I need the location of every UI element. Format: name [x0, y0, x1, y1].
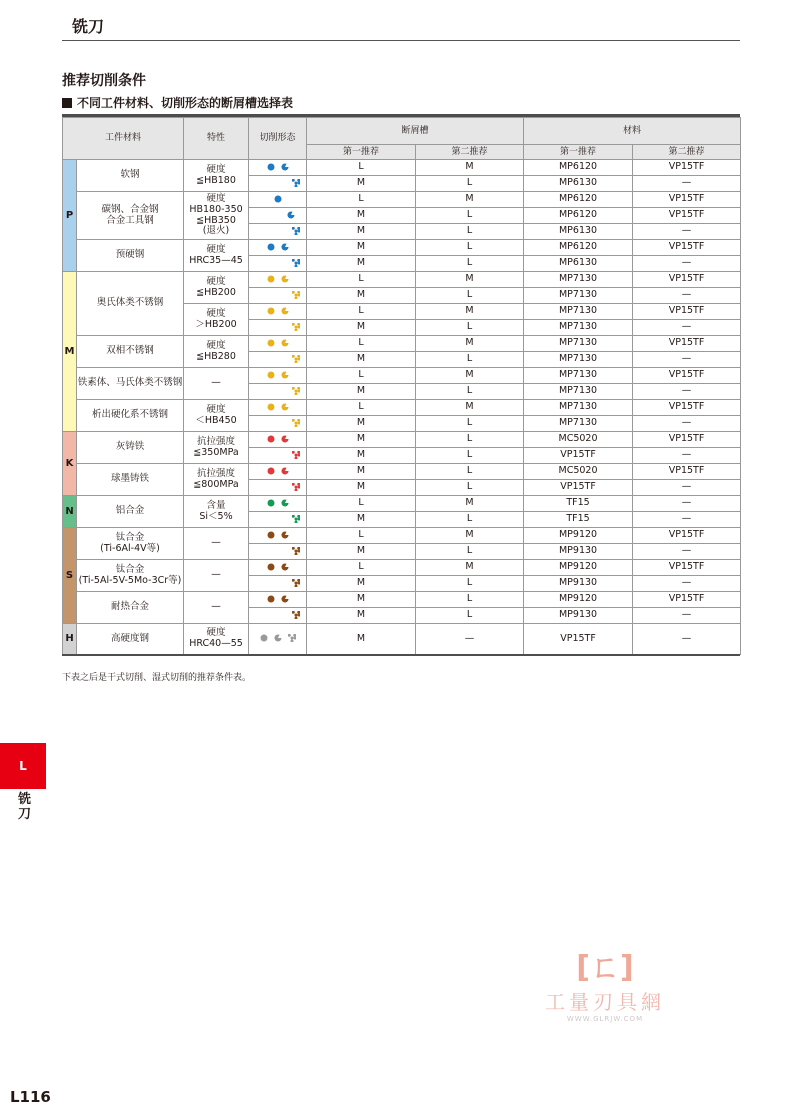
- section-subtitle-text: 不同工件材料、切削形态的断屑槽选择表: [77, 96, 294, 110]
- chipbreaker-value: M: [416, 336, 524, 352]
- cutting-form: [249, 336, 307, 352]
- table-row: [63, 624, 741, 655]
- material-property: —: [184, 528, 249, 560]
- header-chipbreaker-second: 第二推荐: [416, 145, 524, 160]
- material-property: 含量 Si＜5%: [184, 496, 249, 528]
- continuous-chip-icon: [267, 595, 275, 603]
- continuous-chip-icon: [274, 195, 282, 203]
- cutting-form: [249, 608, 307, 624]
- chipbreaker-value: M: [307, 416, 416, 432]
- grade-value: —: [633, 512, 741, 528]
- grade-value: —: [633, 496, 741, 512]
- grade-value: MP7130: [524, 368, 633, 384]
- broken-chip-icon: [292, 419, 300, 427]
- grade-value: —: [633, 624, 741, 655]
- material-name: 钛合金 (Ti-5Al-5V-5Mo-3Cr等): [77, 560, 184, 592]
- broken-chip-icon: [292, 227, 300, 235]
- broken-chip-icon: [292, 611, 300, 619]
- curled-chip-icon: [281, 339, 289, 347]
- grade-value: —: [633, 384, 741, 400]
- watermark-logo: [ㄈ]: [576, 950, 634, 985]
- chipbreaker-value: L: [416, 464, 524, 480]
- grade-value: VP15TF: [633, 368, 741, 384]
- continuous-chip-icon: [267, 163, 275, 171]
- table-row: [63, 528, 741, 544]
- chipbreaker-value: L: [307, 400, 416, 416]
- cutting-form: [249, 208, 307, 224]
- grade-value: VP15TF: [633, 400, 741, 416]
- broken-chip-icon: [292, 355, 300, 363]
- material-name: 析出硬化系不锈钢: [77, 400, 184, 432]
- continuous-chip-icon: [267, 275, 275, 283]
- chipbreaker-selection-table: [62, 117, 741, 655]
- continuous-chip-icon: [267, 307, 275, 315]
- chipbreaker-value: M: [307, 464, 416, 480]
- chipbreaker-value: —: [416, 624, 524, 655]
- header-grade-second: 第二推荐: [633, 145, 741, 160]
- chipbreaker-value: L: [416, 576, 524, 592]
- grade-value: MP7130: [524, 304, 633, 320]
- chipbreaker-value: L: [307, 560, 416, 576]
- cutting-form: [249, 192, 307, 208]
- iso-group-tab-p: P: [63, 160, 77, 272]
- chipbreaker-value: M: [416, 560, 524, 576]
- grade-value: MP7130: [524, 416, 633, 432]
- chipbreaker-value: M: [307, 256, 416, 272]
- table-row: [63, 432, 741, 448]
- curled-chip-icon: [274, 634, 282, 642]
- curled-chip-icon: [281, 403, 289, 411]
- chipbreaker-value: L: [416, 416, 524, 432]
- grade-value: —: [633, 416, 741, 432]
- chipbreaker-value: M: [307, 320, 416, 336]
- chipbreaker-value: M: [307, 448, 416, 464]
- material-property: 抗拉强度 ≦350MPa: [184, 432, 249, 464]
- material-name: 奥氏体类不锈钢: [77, 272, 184, 336]
- chipbreaker-value: M: [307, 432, 416, 448]
- broken-chip-icon: [292, 483, 300, 491]
- grade-value: VP15TF: [633, 464, 741, 480]
- material-name: 铁素体、马氏体类不锈钢: [77, 368, 184, 400]
- material-name: 双相不锈钢: [77, 336, 184, 368]
- grade-value: MP9130: [524, 576, 633, 592]
- grade-value: VP15TF: [633, 560, 741, 576]
- chipbreaker-value: M: [307, 224, 416, 240]
- grade-value: MP9120: [524, 592, 633, 608]
- grade-value: MP9120: [524, 560, 633, 576]
- grade-value: VP15TF: [633, 240, 741, 256]
- watermark-url: WWW.GLRJW.COM: [566, 1015, 644, 1023]
- grade-value: VP15TF: [633, 192, 741, 208]
- chipbreaker-value: M: [307, 608, 416, 624]
- cutting-form: [249, 416, 307, 432]
- cutting-form: [249, 560, 307, 576]
- material-name: 钛合金 (Ti-6Al-4V等): [77, 528, 184, 560]
- grade-value: VP15TF: [633, 528, 741, 544]
- material-property: 硬度 HRC35—45: [184, 240, 249, 272]
- grade-value: MP6120: [524, 240, 633, 256]
- table-note: 下表之后是干式切削、湿式切削的推荐条件表。: [62, 673, 252, 683]
- grade-value: —: [633, 224, 741, 240]
- grade-value: MP6130: [524, 224, 633, 240]
- continuous-chip-icon: [267, 467, 275, 475]
- curled-chip-icon: [281, 307, 289, 315]
- material-property: 硬度 ≦HB280: [184, 336, 249, 368]
- chipbreaker-value: M: [416, 368, 524, 384]
- chipbreaker-value: M: [307, 624, 416, 655]
- chipbreaker-value: M: [307, 576, 416, 592]
- chipbreaker-value: L: [416, 208, 524, 224]
- grade-value: MP7130: [524, 384, 633, 400]
- grade-value: MP9130: [524, 544, 633, 560]
- grade-value: MC5020: [524, 464, 633, 480]
- grade-value: VP15TF: [524, 448, 633, 464]
- chipbreaker-value: L: [416, 320, 524, 336]
- cutting-form: [249, 544, 307, 560]
- cutting-form: [249, 400, 307, 416]
- chipbreaker-value: L: [416, 256, 524, 272]
- chipbreaker-value: M: [416, 272, 524, 288]
- material-name: 铝合金: [77, 496, 184, 528]
- iso-group-tab-h: H: [63, 624, 77, 655]
- chipbreaker-value: L: [416, 224, 524, 240]
- table-row: [63, 192, 741, 208]
- chipbreaker-value: M: [307, 544, 416, 560]
- cutting-form: [249, 480, 307, 496]
- continuous-chip-icon: [267, 531, 275, 539]
- material-property: —: [184, 560, 249, 592]
- chipbreaker-value: L: [307, 272, 416, 288]
- grade-value: MP6120: [524, 192, 633, 208]
- chipbreaker-value: M: [307, 352, 416, 368]
- grade-value: MP7130: [524, 400, 633, 416]
- grade-value: MP7130: [524, 288, 633, 304]
- grade-value: —: [633, 352, 741, 368]
- cutting-form: [249, 256, 307, 272]
- material-name: 预硬钢: [77, 240, 184, 272]
- table-row: [63, 160, 741, 176]
- continuous-chip-icon: [267, 435, 275, 443]
- grade-value: VP15TF: [633, 336, 741, 352]
- chipbreaker-value: L: [416, 544, 524, 560]
- table-row: [63, 240, 741, 256]
- chipbreaker-value: M: [416, 160, 524, 176]
- header-grade-first: 第一推荐: [524, 145, 633, 160]
- grade-value: VP15TF: [633, 304, 741, 320]
- curled-chip-icon: [281, 243, 289, 251]
- material-property: 硬度 HB180-350 ≦HB350 (退火): [184, 192, 249, 240]
- grade-value: —: [633, 544, 741, 560]
- grade-value: MP7130: [524, 272, 633, 288]
- material-property: 硬度 ＜HB450: [184, 400, 249, 432]
- grade-value: MP6120: [524, 160, 633, 176]
- material-name: 高硬度钢: [77, 624, 184, 655]
- material-property: —: [184, 592, 249, 624]
- material-name: 软钢: [77, 160, 184, 192]
- chipbreaker-value: L: [307, 192, 416, 208]
- broken-chip-icon: [288, 634, 296, 642]
- grade-value: —: [633, 576, 741, 592]
- grade-value: VP15TF: [633, 592, 741, 608]
- grade-value: MP6130: [524, 176, 633, 192]
- chipbreaker-value: L: [416, 480, 524, 496]
- cutting-form: [249, 448, 307, 464]
- header-material: 工件材料: [63, 118, 184, 160]
- material-property: 抗拉强度 ≦800MPa: [184, 464, 249, 496]
- grade-value: —: [633, 608, 741, 624]
- chipbreaker-value: M: [416, 528, 524, 544]
- chipbreaker-value: L: [416, 288, 524, 304]
- table-row: [63, 464, 741, 480]
- curled-chip-icon: [281, 531, 289, 539]
- cutting-form: [249, 464, 307, 480]
- chipbreaker-value: L: [416, 352, 524, 368]
- curled-chip-icon: [281, 467, 289, 475]
- iso-group-tab-m: M: [63, 272, 77, 432]
- cutting-form: [249, 384, 307, 400]
- header-property: 特性: [184, 118, 249, 160]
- broken-chip-icon: [292, 179, 300, 187]
- broken-chip-icon: [292, 579, 300, 587]
- chipbreaker-value: L: [416, 432, 524, 448]
- iso-group-tab-k: K: [63, 432, 77, 496]
- page-number: L116: [10, 1088, 51, 1106]
- chipbreaker-value: L: [307, 368, 416, 384]
- material-property: —: [184, 368, 249, 400]
- chipbreaker-value: M: [416, 400, 524, 416]
- continuous-chip-icon: [267, 403, 275, 411]
- continuous-chip-icon: [260, 634, 268, 642]
- chipbreaker-value: L: [416, 592, 524, 608]
- grade-value: MP6120: [524, 208, 633, 224]
- continuous-chip-icon: [267, 243, 275, 251]
- broken-chip-icon: [292, 291, 300, 299]
- grade-value: VP15TF: [633, 272, 741, 288]
- broken-chip-icon: [292, 547, 300, 555]
- chipbreaker-value: M: [307, 384, 416, 400]
- cutting-form: [249, 368, 307, 384]
- watermark: [530, 942, 680, 1023]
- material-property: 硬度 ≦HB200: [184, 272, 249, 304]
- section-title: 推荐切削条件: [62, 73, 146, 89]
- continuous-chip-icon: [267, 371, 275, 379]
- grade-value: MP6130: [524, 256, 633, 272]
- table-row: [63, 336, 741, 352]
- grade-value: —: [633, 288, 741, 304]
- curled-chip-icon: [287, 211, 295, 219]
- grade-value: MC5020: [524, 432, 633, 448]
- chipbreaker-value: M: [307, 240, 416, 256]
- cutting-form: [249, 272, 307, 288]
- header-grade: 材料: [524, 118, 741, 145]
- table-row: [63, 272, 741, 288]
- chipbreaker-value: M: [307, 480, 416, 496]
- cutting-form: [249, 160, 307, 176]
- table-row: [63, 496, 741, 512]
- curled-chip-icon: [281, 563, 289, 571]
- curled-chip-icon: [281, 499, 289, 507]
- grade-value: —: [633, 320, 741, 336]
- chapter-title: 铣刀: [72, 17, 105, 36]
- chipbreaker-value: M: [416, 496, 524, 512]
- chipbreaker-value: L: [416, 608, 524, 624]
- material-name: 耐热合金: [77, 592, 184, 624]
- grade-value: —: [633, 256, 741, 272]
- material-name: 碳钢、合金钢 合金工具钢: [77, 192, 184, 240]
- material-property: 硬度 ＞HB200: [184, 304, 249, 336]
- material-name: 灰铸铁: [77, 432, 184, 464]
- cutting-form: [249, 224, 307, 240]
- chipbreaker-value: M: [307, 208, 416, 224]
- grade-value: TF15: [524, 496, 633, 512]
- chipbreaker-value: M: [416, 304, 524, 320]
- chipbreaker-value: L: [307, 336, 416, 352]
- curled-chip-icon: [281, 163, 289, 171]
- cutting-form: [249, 512, 307, 528]
- header-divider: [62, 40, 740, 41]
- grade-value: MP7130: [524, 320, 633, 336]
- material-property: 硬度 ≦HB180: [184, 160, 249, 192]
- curled-chip-icon: [281, 275, 289, 283]
- iso-group-tab-n: N: [63, 496, 77, 528]
- chipbreaker-value: M: [307, 176, 416, 192]
- broken-chip-icon: [292, 451, 300, 459]
- header-form: 切削形态: [249, 118, 307, 160]
- cutting-form: [249, 288, 307, 304]
- chipbreaker-value: L: [307, 304, 416, 320]
- grade-value: —: [633, 480, 741, 496]
- material-name: 球墨铸铁: [77, 464, 184, 496]
- chipbreaker-value: M: [307, 512, 416, 528]
- grade-value: MP7130: [524, 352, 633, 368]
- table-row: [63, 400, 741, 416]
- broken-chip-icon: [292, 323, 300, 331]
- watermark-name: 工量刃具網: [545, 990, 665, 1014]
- broken-chip-icon: [292, 387, 300, 395]
- chipbreaker-value: M: [416, 192, 524, 208]
- section-subtitle: [62, 94, 293, 111]
- chipbreaker-value: L: [416, 448, 524, 464]
- grade-value: —: [633, 176, 741, 192]
- grade-value: VP15TF: [633, 432, 741, 448]
- chipbreaker-value: L: [307, 528, 416, 544]
- grade-value: VP15TF: [633, 208, 741, 224]
- cutting-form: [249, 528, 307, 544]
- square-bullet-icon: [62, 98, 72, 108]
- grade-value: VP15TF: [524, 480, 633, 496]
- grade-value: VP15TF: [524, 624, 633, 655]
- cutting-form: [249, 304, 307, 320]
- chipbreaker-value: L: [416, 384, 524, 400]
- cutting-form: [249, 352, 307, 368]
- broken-chip-icon: [292, 259, 300, 267]
- continuous-chip-icon: [267, 499, 275, 507]
- chapter-tab-l[interactable]: L: [0, 743, 46, 789]
- curled-chip-icon: [281, 435, 289, 443]
- grade-value: VP15TF: [633, 160, 741, 176]
- curled-chip-icon: [281, 595, 289, 603]
- material-property: 硬度 HRC40—55: [184, 624, 249, 655]
- chipbreaker-value: M: [307, 592, 416, 608]
- table-bottom-bar: [62, 654, 740, 656]
- cutting-form: [249, 624, 307, 655]
- curled-chip-icon: [281, 371, 289, 379]
- cutting-form: [249, 176, 307, 192]
- grade-value: MP9130: [524, 608, 633, 624]
- table-row: [63, 368, 741, 384]
- cutting-form: [249, 240, 307, 256]
- grade-value: —: [633, 448, 741, 464]
- table-row: [63, 592, 741, 608]
- grade-value: MP9120: [524, 528, 633, 544]
- header-chipbreaker-first: 第一推荐: [307, 145, 416, 160]
- header-chipbreaker: 断屑槽: [307, 118, 524, 145]
- chipbreaker-value: L: [307, 160, 416, 176]
- broken-chip-icon: [292, 515, 300, 523]
- chipbreaker-value: L: [416, 176, 524, 192]
- cutting-form: [249, 576, 307, 592]
- grade-value: MP7130: [524, 336, 633, 352]
- cutting-form: [249, 592, 307, 608]
- grade-value: TF15: [524, 512, 633, 528]
- cutting-form: [249, 432, 307, 448]
- table-row: [63, 560, 741, 576]
- chipbreaker-value: L: [307, 496, 416, 512]
- chipbreaker-value: M: [307, 288, 416, 304]
- continuous-chip-icon: [267, 339, 275, 347]
- chapter-tab-label: 铣刀: [18, 792, 32, 822]
- iso-group-tab-s: S: [63, 528, 77, 624]
- continuous-chip-icon: [267, 563, 275, 571]
- chipbreaker-value: L: [416, 512, 524, 528]
- cutting-form: [249, 496, 307, 512]
- cutting-form: [249, 320, 307, 336]
- chipbreaker-value: L: [416, 240, 524, 256]
